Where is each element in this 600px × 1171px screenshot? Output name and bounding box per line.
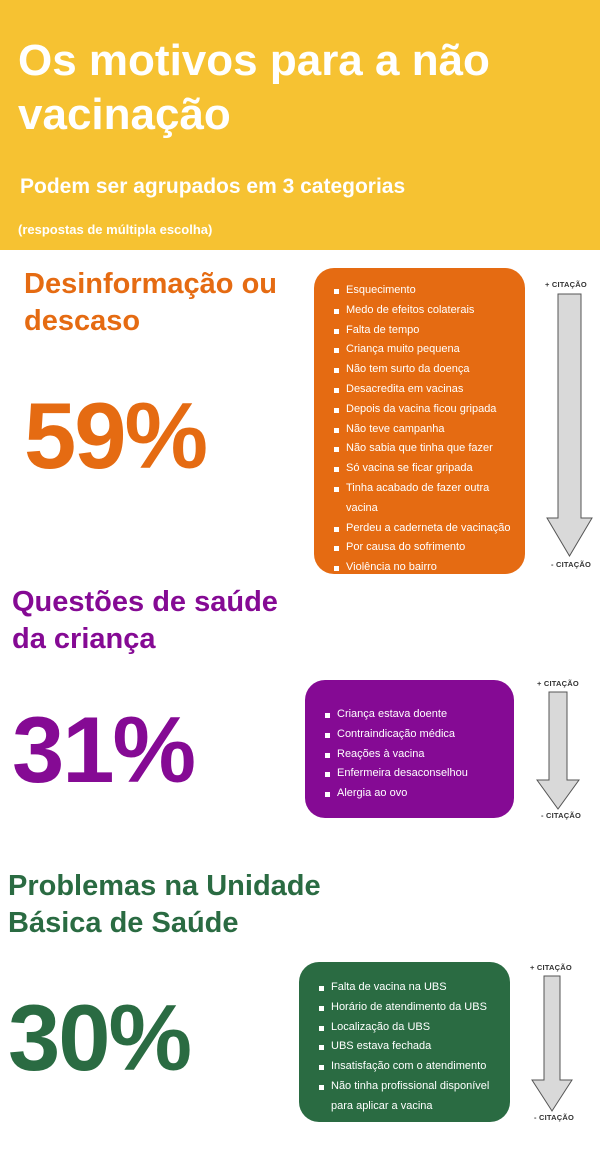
citation-scale — [535, 679, 585, 821]
section-percent: 30% — [8, 985, 191, 1090]
list-item: Medo de efeitos colaterais — [332, 301, 525, 321]
list-item: Perdeu a caderneta de vacinação — [332, 519, 525, 539]
list-item-continuation: vacina — [346, 501, 378, 514]
citation-scale — [545, 280, 595, 570]
list-item: Horário de atendimento da UBS — [317, 998, 510, 1018]
section-title: Problemas na Unidade Básica de Saúde — [8, 870, 321, 939]
list-item: Insatisfação com o atendimento — [317, 1057, 510, 1077]
reasons-box — [299, 962, 510, 1122]
section-saude-crianca — [0, 580, 600, 860]
list-item: Falta de tempo — [332, 321, 525, 341]
list-item: Não tem surto da doença — [332, 360, 525, 380]
section-percent: 59% — [24, 383, 207, 488]
list-item: UBS estava fechada — [317, 1037, 510, 1057]
list-item: Enfermeira desaconselhou — [323, 764, 514, 784]
list-item: Alergia ao ovo — [323, 784, 514, 804]
scale-top-label: + CITAÇÃO — [530, 963, 572, 972]
reasons-list — [332, 281, 525, 574]
reasons-list — [323, 705, 514, 804]
scale-bottom-label: - CITAÇÃO — [534, 1113, 574, 1122]
list-item: Falta de vacina na UBS — [317, 978, 510, 998]
down-arrow-icon — [530, 974, 580, 1114]
reasons-box — [305, 680, 514, 818]
citation-scale — [530, 963, 580, 1123]
page-subtitle: Podem ser agrupados em 3 categorias — [20, 175, 406, 198]
down-arrow-icon — [545, 292, 595, 560]
list-item: Não tinha profissional disponível — [317, 1077, 510, 1097]
section-problemas-ubs — [0, 860, 600, 1171]
reasons-list — [317, 978, 510, 1117]
list-item: Desacredita em vacinas — [332, 380, 525, 400]
page-note: (respostas de múltipla escolha) — [18, 222, 213, 237]
down-arrow-icon — [535, 690, 585, 812]
list-item: Depois da vacina ficou gripada — [332, 400, 525, 420]
scale-top-label: + CITAÇÃO — [545, 280, 587, 289]
list-item: Contraindicação médica — [323, 725, 514, 745]
list-item: Não teve campanha — [332, 420, 525, 440]
reasons-box — [314, 268, 525, 574]
section-percent: 31% — [12, 697, 195, 802]
section-title: Questões de saúde da criança — [12, 586, 278, 655]
header-banner — [0, 0, 600, 250]
list-item: Só vacina se ficar gripada — [332, 459, 525, 479]
list-item: Violência no bairro — [332, 558, 525, 574]
list-item: Criança estava doente — [323, 705, 514, 725]
list-item: Esquecimento — [332, 281, 525, 301]
scale-top-label: + CITAÇÃO — [537, 679, 579, 688]
list-item: Localização da UBS — [317, 1018, 510, 1038]
section-desinformacao — [0, 250, 600, 580]
list-item: Tinha acabado de fazer outra — [332, 479, 525, 499]
list-item-continuation: para aplicar a vacina — [331, 1099, 433, 1112]
scale-bottom-label: - CITAÇÃO — [551, 560, 591, 569]
page-title: Os motivos para a não vacinação — [18, 36, 490, 139]
list-item: Por causa do sofrimento — [332, 538, 525, 558]
list-item: Criança muito pequena — [332, 340, 525, 360]
scale-bottom-label: - CITAÇÃO — [541, 811, 581, 820]
list-item: Não sabia que tinha que fazer — [332, 439, 525, 459]
section-title: Desinformação ou descaso — [24, 268, 277, 337]
list-item: Reações à vacina — [323, 745, 514, 765]
